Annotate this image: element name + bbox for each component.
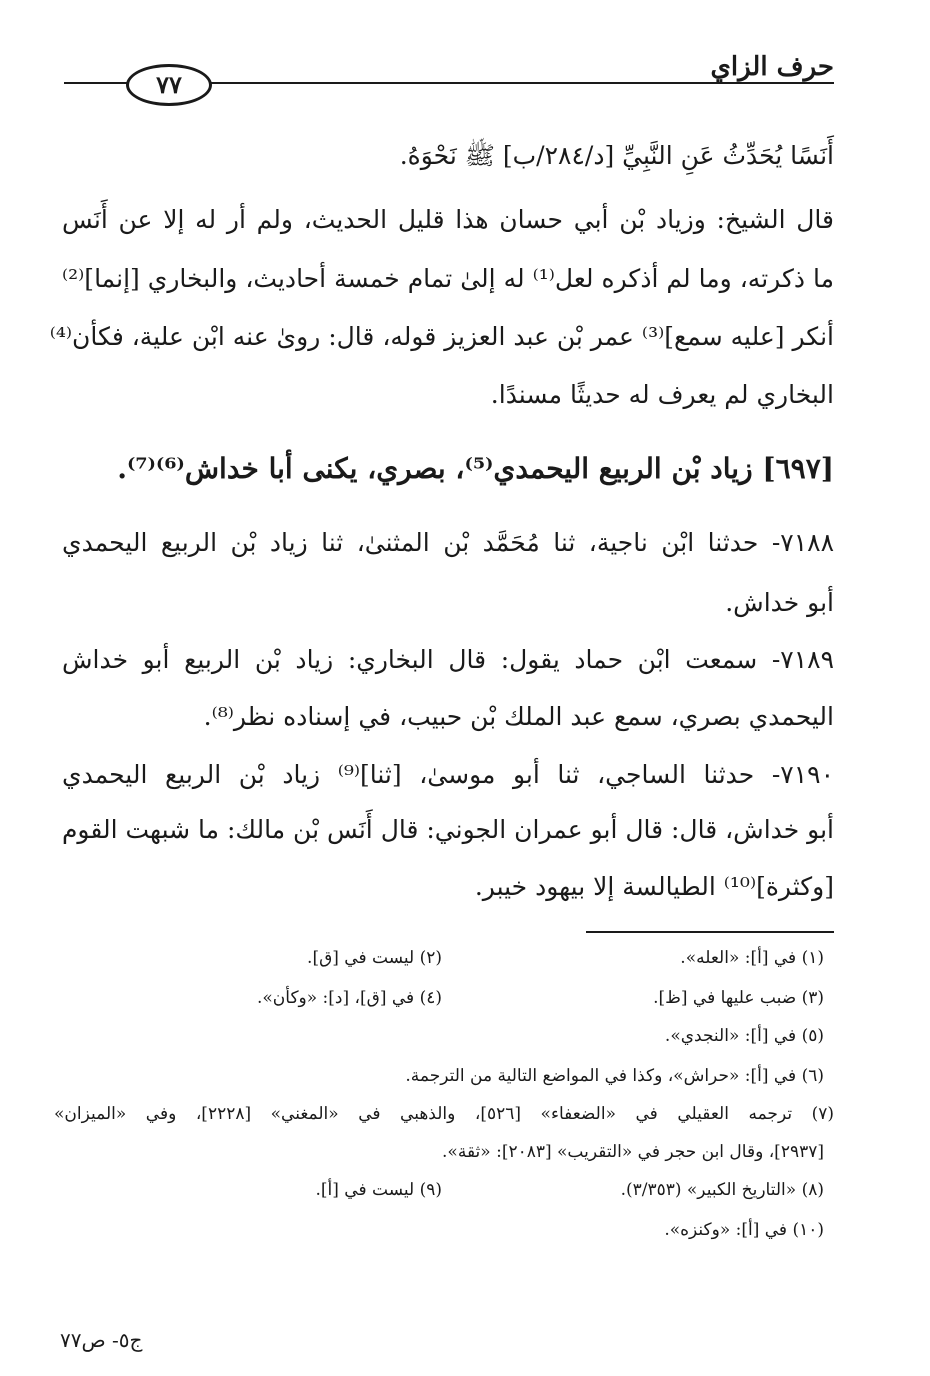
- body-line-1: أَنَسًا يُحَدِّثُ عَنِ النَّبِيِّ [د/٢٨٤/ب] ﷺ نَحْوَهُ.: [399, 141, 834, 170]
- entry-heading: [٦٩٧] زياد بْن الربيع اليحمدي⁽⁵⁾، بصري، يكنى أبا خداش⁽⁶⁾⁽⁷⁾.: [117, 452, 834, 485]
- footnote-8: (٨) «التاريخ الكبير» (٣/٣٥٣).: [620, 1180, 824, 1200]
- narration-7189-line-1: ٧١٨٩- سمعت ابْن حماد يقول: قال البخاري: زياد بْن الربيع أبو خداش: [62, 645, 834, 674]
- footnote-6: (٦) في [أ]: «حراش»، وكذا في المواضع التالية من الترجمة.: [405, 1066, 824, 1086]
- narration-7188-line-2: أبو خداش.: [725, 588, 834, 617]
- body-line-4: أنكر [عليه سمع]⁽³⁾ عمر بْن عبد العزيز قوله، قال: روىٰ عنه ابْن علية، فكأن⁽⁴⁾: [49, 322, 834, 351]
- narration-7188-line-1: ٧١٨٨- حدثنا ابْن ناجية، ثنا مُحَمَّد بْن المثنىٰ، ثنا زياد بْن الربيع اليحمدي: [62, 528, 834, 557]
- footnote-7-line-2: [٢٩٣٧]، وقال ابن حجر في «التقريب» [٢٠٨٣]: «ثقة».: [442, 1142, 824, 1162]
- narration-7190-line-1: ٧١٩٠- حدثنا الساجي، ثنا أبو موسىٰ، [ثنا]⁽⁹⁾ زياد بْن الربيع اليحمدي: [62, 760, 835, 789]
- footnote-9: (٩) ليست في [أ].: [315, 1180, 442, 1200]
- footnote-2: (٢) ليست في [ق].: [307, 948, 442, 968]
- footnote-7-line-1: (٧) ترجمه العقيلي في «الضعفاء» [٥٢٦]، والذهبي في «المغني» [٢٢٢٨]، وفي «الميزان»: [54, 1104, 834, 1124]
- narration-7189-line-2: اليحمدي بصري، سمع عبد الملك بْن حبيب، في إسناده نظر⁽⁸⁾.: [203, 702, 834, 731]
- footnote-separator: [586, 931, 834, 933]
- body-line-2: قال الشيخ: وزياد بْن أبي حسان هذا قليل الحديث، ولم أر له إلا عن أَنَس: [62, 205, 834, 234]
- footnote-5: (٥) في [أ]: «النجدي».: [664, 1026, 824, 1046]
- volume-page-footer: ج٥- ص٧٧: [60, 1328, 143, 1352]
- body-line-3: ما ذكرته، وما لم أذكره لعل⁽¹⁾ له إلىٰ تمام خمسة أحاديث، والبخاري [إنما]⁽²⁾: [62, 264, 834, 293]
- footnote-3: (٣) ضبب عليها في [ظ].: [653, 988, 824, 1008]
- narration-7190-line-3: [وكثرة]⁽¹⁰⁾ الطيالسة إلا بيهود خيبر.: [474, 872, 834, 901]
- body-line-5: البخاري لم يعرف له حديثًا مسندًا.: [490, 380, 834, 409]
- footnote-10: (١٠) في [أ]: «وكنزه».: [664, 1220, 824, 1240]
- section-title: حرف الزاي: [710, 52, 834, 82]
- footnote-1: (١) في [أ]: «العله».: [680, 948, 824, 968]
- narration-7190-line-2: أبو خداش، قال: قال أبو عمران الجوني: قال أَنَس بْن مالك: ما شبهت القوم: [61, 815, 834, 844]
- footnote-4: (٤) في [ق]، [د]: «وكأن».: [256, 988, 442, 1008]
- page-number-badge: ٧٧: [126, 64, 212, 106]
